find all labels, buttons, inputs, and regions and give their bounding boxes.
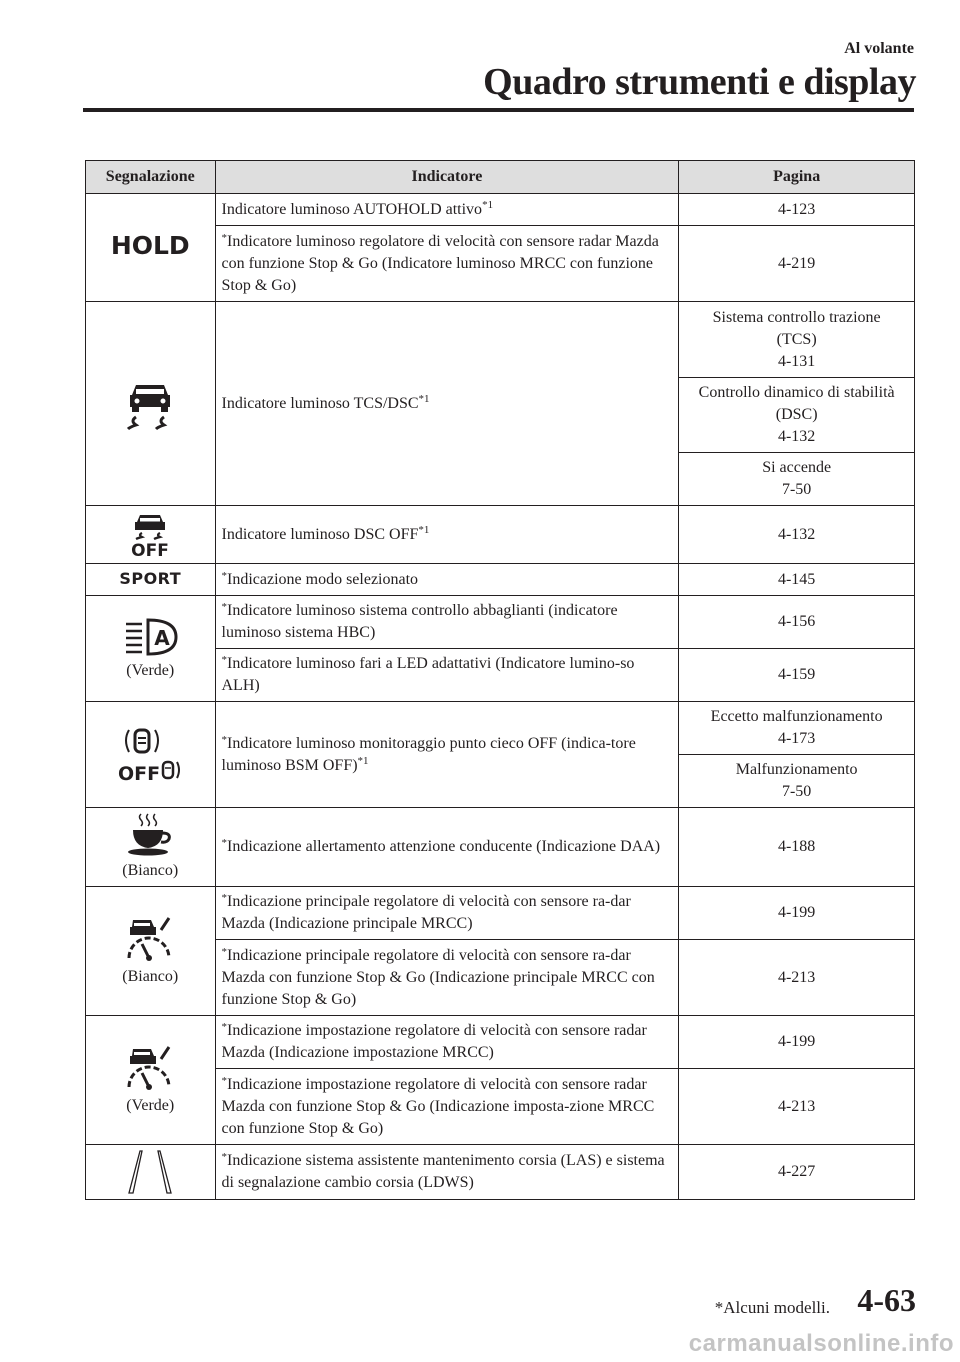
sport-icon: SPORT [119,569,182,588]
indicator-cell: *Indicazione allertamento attenzione conducente (Indicazione DAA) [215,808,679,887]
indicator-cell: *Indicazione modo selezionato [215,564,679,596]
table-row [86,564,915,596]
tcs-dsc-icon [120,377,180,431]
lane-lines-icon [115,1149,185,1195]
table-row [86,887,915,940]
column-header: Pagina [679,161,915,194]
indicator-table [85,160,915,1200]
coffee-cup-icon [125,812,175,858]
icon-color-label: (Bianco) [122,862,179,879]
svg-text:OFF: OFF [131,540,170,557]
mrcc-set-icon [123,1043,177,1093]
signal-cell [86,887,216,1016]
page-cell: Eccetto malfunzionamento 4-173 [679,702,915,755]
table-row [86,702,915,755]
page-title: Quadro strumenti e display [483,61,916,103]
table-row [86,302,915,378]
indicator-cell: *Indicatore luminoso regolatore di velocità con sensore radar Mazda con funzione Stop & Go (Indicatore luminoso MRCC con funzione Stop & Go) [215,226,679,302]
indicator-cell: *Indicatore luminoso sistema controllo abbaglianti (indicatore luminoso sistema HBC) [215,596,679,649]
footnote: *Alcuni modelli. [714,1298,830,1317]
page-cell: 4-132 [679,506,915,564]
indicator-cell: *Indicatore luminoso fari a LED adattativi (Indicatore lumino-so ALH) [215,649,679,702]
page-cell: 4-156 [679,596,915,649]
signal-cell [86,808,216,887]
dsc-off-icon [120,513,180,557]
indicator-cell: Indicatore luminoso AUTOHOLD attivo$^{*1}$ [215,194,679,226]
signal-cell [86,1016,216,1145]
indicator-cell: *Indicazione impostazione regolatore di velocità con sensore radar Mazda (Indicazione impostazione MRCC) [215,1016,679,1069]
signal-cell [86,1145,216,1200]
signal-cell [86,596,216,702]
indicator-cell: *Indicazione impostazione regolatore di velocità con sensore radar Mazda con funzione Stop & Go (Indicazione imposta-zione MRCC con funzione Stop & Go) [215,1069,679,1145]
page-cell: 4-213 [679,940,915,1016]
page-cell: Malfunzionamento 7-50 [679,755,915,808]
page-cell: 4-199 [679,887,915,940]
indicator-cell: *Indicatore luminoso monitoraggio punto cieco OFF (indica-tore luminoso BSM OFF)$^{*1}$ [215,702,679,808]
page-cell: 4-227 [679,1145,915,1200]
title-rule [83,108,914,112]
icon-color-label: (Verde) [126,1097,175,1114]
page-cell: Si accende 7-50 [679,453,915,506]
page-cell: 4-219 [679,226,915,302]
page-cell: Sistema controllo trazione (TCS) 4-131 [679,302,915,378]
section-label: Al volante [844,40,914,57]
table-row [86,808,915,887]
table-row [86,1016,915,1069]
table-header-row [86,161,915,194]
signal-cell [86,564,216,596]
table-row [86,1145,915,1200]
indicator-cell: *Indicazione principale regolatore di velocità con sensore ra-dar Mazda con funzione Stop & Go (Indicazione principale MRCC con funzione Stop & Go) [215,940,679,1016]
signal-cell [86,194,216,302]
bsm-off-icon [117,726,183,784]
column-header: Segnalazione [86,161,216,194]
table-row [86,596,915,649]
hbc-auto-headlight-icon [118,616,182,658]
page-cell: 4-188 [679,808,915,887]
icon-color-label: (Verde) [126,661,175,679]
signal-cell [86,302,216,506]
page-cell: 4-145 [679,564,915,596]
page-cell: Controllo dinamico di stabilità (DSC) 4-132 [679,378,915,453]
column-header: Indicatore [215,161,679,194]
indicator-cell: *Indicazione sistema assistente mantenimento corsia (LAS) e sistema di segnalazione cambio corsia (LDWS) [215,1145,679,1200]
table-row [86,194,915,226]
indicator-cell: Indicatore luminoso TCS/DSC$^{*1}$ [215,302,679,506]
indicator-cell: Indicatore luminoso DSC OFF$^{*1}$ [215,506,679,564]
watermark: carmanualsonline.info [688,1330,954,1357]
signal-cell [86,506,216,564]
signal-cell [86,702,216,808]
page-cell: 4-159 [679,649,915,702]
indicator-cell: *Indicazione principale regolatore di velocità con sensore ra-dar Mazda (Indicazione principale MRCC) [215,887,679,940]
page-cell: 4-213 [679,1069,915,1145]
page-cell: 4-199 [679,1016,915,1069]
mrcc-main-icon [123,914,177,964]
icon-color-label: (Bianco) [122,968,179,985]
hold-icon: HOLD [110,230,190,260]
page-number: 4-63 [857,1282,916,1318]
svg-text:OFF: OFF [118,762,161,784]
table-row [86,506,915,564]
svg-text:A: A [154,625,170,650]
page-cell: 4-123 [679,194,915,226]
